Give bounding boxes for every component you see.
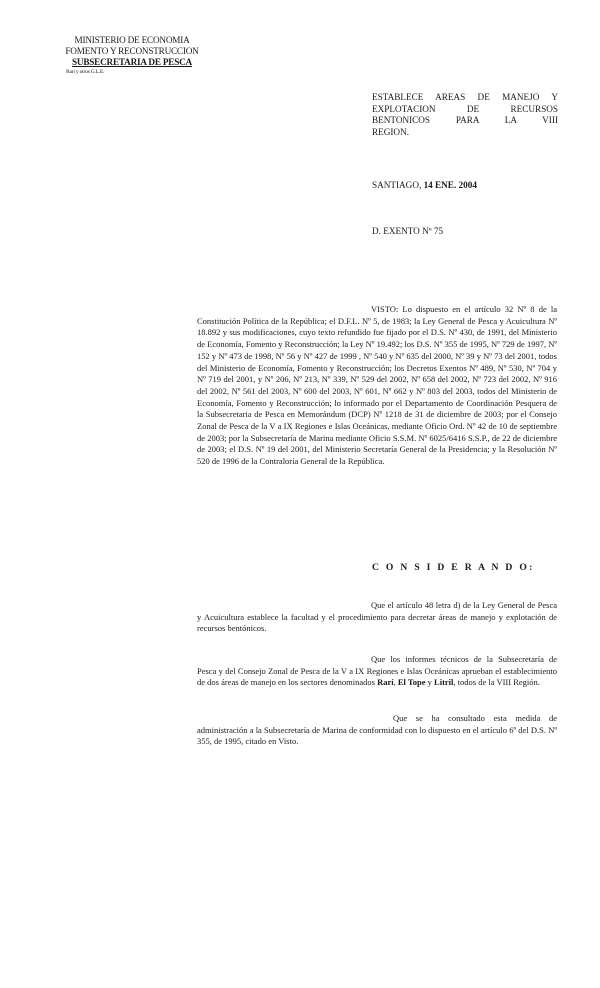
letterhead — [52, 35, 212, 76]
sector-name: Rarí — [377, 677, 394, 688]
date-place: SANTIAGO, — [372, 180, 422, 190]
decree-title — [372, 92, 558, 138]
reference-initials: Rari y otros G.L.E. — [66, 69, 105, 75]
considerando-paragraph-1 — [197, 600, 557, 635]
date-stamp: 14 ENE. 2004 — [423, 180, 477, 190]
decree-number: D. EXENTO Nº 75 — [372, 226, 444, 236]
decree-date — [372, 180, 477, 190]
considerando-paragraph-2: Que los informes técnicos de la Subsecretaría de Pesca y del Consejo Zonal de Pesca de la V a IX Regiones e Islas Oceánicas aprueban el establecimiento de dos áreas de manejo en los sectores denominados Rarí, El Tope y Litril, todos de la VIII Región. — [197, 654, 557, 688]
title-line: ESTABLECE AREAS DE MANEJO Y — [372, 92, 558, 102]
sector-name: Litril — [434, 677, 454, 688]
paragraph-text: , todos de la VIII Región. — [453, 677, 540, 688]
considerando-paragraph-3 — [197, 713, 557, 748]
visto-paragraph — [197, 304, 557, 468]
sector-name: El Tope — [397, 677, 426, 688]
conjunction: y — [427, 677, 432, 688]
ministry-name: MINISTERIO DE ECONOMIA — [74, 35, 190, 45]
ministry-subtitle: FOMENTO Y RECONSTRUCCION — [65, 46, 199, 56]
paragraph-text: Que los informes técnicos de la Subsecretaría de Pesca y del Consejo Zonal de Pesca de la V a IX Regiones e Islas Oceánicas aprueban el establecimiento de dos áreas de manejo en los sectores denominados — [197, 654, 557, 688]
paragraph-text: Que el artículo 48 letra d) de la Ley General de Pesca y Acuicultura establece la facultad y el procedimiento para decretar áreas de manejo y explotación de recursos bentónicos. — [197, 600, 557, 634]
title-line: BENTONICOS PARA LA VIII — [372, 115, 558, 125]
visto-text: VISTO: Lo dispuesto en el artículo 32 Nº 8 de la Constitución Política de la República; el D.F.L. Nº 5, de 1983; la Ley General de Pesca y Acuicultura Nº 18.892 y sus modificaciones, cuyo texto refundido fue fijado por el D.S. Nº 430, de 1991, del Ministerio de Economía, Fomento y Reconstrucción; la Ley Nº 19.492; los D.S. Nº 355 de 1995, Nº 729 de 1997, Nº 152 y Nº 473 de 1998, Nº 56 y Nº 427 de 1999 , Nº 540 y Nº 635 del 2000, Nº 39 y Nº 73 del 2001, todos del Ministerio de Economía, Fomento y Reconstrucción; los Decretos Exentos Nº 489, Nº 530, Nº 704 y Nº 719 del 2001, y Nº 206, Nº 213, Nº 339, Nº 529 del 2002, Nº 658 del 2002, Nº 723 del 2002, Nº 916 del 2002, Nº 561 del 2003, Nº 600 del 2003, Nº 601, Nº 662 y Nº 803 del 2003, todos del Ministerio de Economía, Fomento y Reconstrucción; lo informado por el Departamento de Coordinación Pesquera de la Subsecretaria de Pesca en Memorándum (DCP) Nº 1218 de 31 de diciembre de 2003; por el Consejo Zonal de Pesca de la V a IX Regiones e Islas Oceánicas, mediante Oficio Ord. Nº 42 de 10 de septiembre de 2003; por la Subsecretaría de Marina mediante Oficio S.S.M. Nº 6025/6416 S.S.P., de 22 de diciembre de 2003; el D.S. Nº 19 del 2001, del Ministerio Secretaría General de la Presidencia; y la Resolución Nº 520 de 1996 de la Contraloría General de la República. — [197, 304, 557, 467]
subsecretaria-name: SUBSECRETARIA DE PESCA — [71, 57, 192, 67]
title-line: EXPLOTACION DE RECURSOS — [372, 103, 558, 114]
considerando-heading: C O N S I D E R A N D O: — [372, 562, 535, 573]
title-line: REGION. — [372, 126, 410, 137]
paragraph-text: Que se ha consultado esta medida de administración a la Subsecretaría de Marina de conformidad con lo dispuesto en el artículo 6º del D.S. Nº 355, de 1995, citado en Visto. — [197, 713, 557, 747]
